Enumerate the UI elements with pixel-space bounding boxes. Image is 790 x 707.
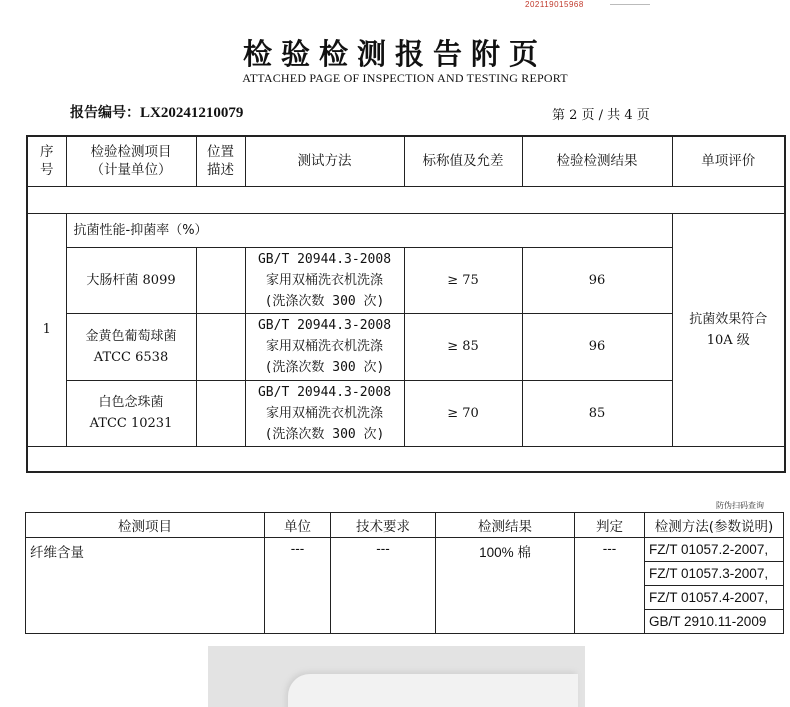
standard-cell: ≥ 75 — [404, 247, 522, 313]
header-test-result: 检测结果 — [436, 513, 575, 538]
evaluation-cell: 抗菌效果符合 10A 级 — [672, 213, 785, 446]
header-mark — [610, 0, 650, 5]
header-unit: 单位 — [265, 513, 331, 538]
header-item: 检验检测项目 （计量单位） — [66, 136, 196, 186]
header-test-item: 检测项目 — [26, 513, 265, 538]
header-method: 测试方法 — [245, 136, 404, 186]
method-line: FZ/T 01057.2-2007, — [645, 538, 783, 562]
page-title: 检验检测报告附页 — [242, 37, 547, 71]
table-row — [27, 380, 785, 446]
fabric-sample-image — [288, 674, 578, 707]
header-judgement: 判定 — [575, 513, 645, 538]
judgement-cell: --- — [575, 538, 645, 634]
test-result-cell: 100% 棉 — [436, 538, 575, 634]
section-row — [27, 213, 785, 247]
header-position: 位置 描述 — [196, 136, 245, 186]
standard-cell: ≥ 85 — [404, 313, 522, 380]
result-cell: 96 — [522, 313, 672, 380]
seq-cell: 1 — [27, 213, 66, 446]
report-number — [70, 102, 243, 122]
position-cell — [196, 247, 245, 313]
table-row — [26, 538, 784, 634]
page-title-en: ATTACHED PAGE OF INSPECTION AND TESTING REPORT — [242, 71, 568, 85]
fiber-content-table — [25, 512, 784, 634]
method-cell: GB/T 20944.3-2008 家用双桶洗衣机洗涤 (洗涤次数 300 次) — [245, 313, 404, 380]
spacer-row — [27, 186, 785, 213]
method-cell: GB/T 20944.3-2008 家用双桶洗衣机洗涤 (洗涤次数 300 次) — [245, 380, 404, 446]
test-method-cell — [645, 538, 784, 634]
header-test-method: 检测方法(参数说明) — [645, 513, 784, 538]
inspection-table — [26, 135, 786, 473]
method-line: FZ/T 01057.4-2007, — [645, 586, 783, 610]
table-row — [27, 313, 785, 380]
result-cell: 85 — [522, 380, 672, 446]
report-number-label: 报告编号： — [70, 105, 140, 121]
unit-cell: --- — [265, 538, 331, 634]
section-title: 抗菌性能-抑菌率（%） — [66, 213, 672, 247]
header-standard: 标称值及允差 — [404, 136, 522, 186]
standard-cell: ≥ 70 — [404, 380, 522, 446]
header-seq: 序 号 — [27, 136, 66, 186]
test-item-cell: 纤维含量 — [26, 538, 265, 634]
method-line: GB/T 2910.11-2009 — [649, 614, 767, 629]
requirement-cell: --- — [331, 538, 436, 634]
method-cell: GB/T 20944.3-2008 家用双桶洗衣机洗涤 (洗涤次数 300 次) — [245, 247, 404, 313]
serial-number: 202119015968 — [525, 0, 584, 9]
header-result: 检验检测结果 — [522, 136, 672, 186]
item-cell: 大肠杆菌 8099 — [66, 247, 196, 313]
header-requirement: 技术要求 — [331, 513, 436, 538]
method-line: FZ/T 01057.3-2007, — [645, 562, 783, 586]
anti-counterfeit-note: 防伪扫码查询 — [716, 501, 764, 510]
table-row — [27, 247, 785, 313]
position-cell — [196, 313, 245, 380]
page-info: 第 2 页 / 共 4 页 — [552, 108, 650, 123]
table-header-row — [27, 136, 785, 186]
table-header-row — [26, 513, 784, 538]
item-cell: 白色念珠菌 ATCC 10231 — [66, 380, 196, 446]
item-cell: 金黄色葡萄球菌 ATCC 6538 — [66, 313, 196, 380]
spacer-row — [27, 446, 785, 472]
header-evaluation: 单项评价 — [672, 136, 785, 186]
result-cell: 96 — [522, 247, 672, 313]
position-cell — [196, 380, 245, 446]
report-number-value: LX20241210079 — [140, 105, 244, 121]
sample-photo — [208, 646, 585, 707]
